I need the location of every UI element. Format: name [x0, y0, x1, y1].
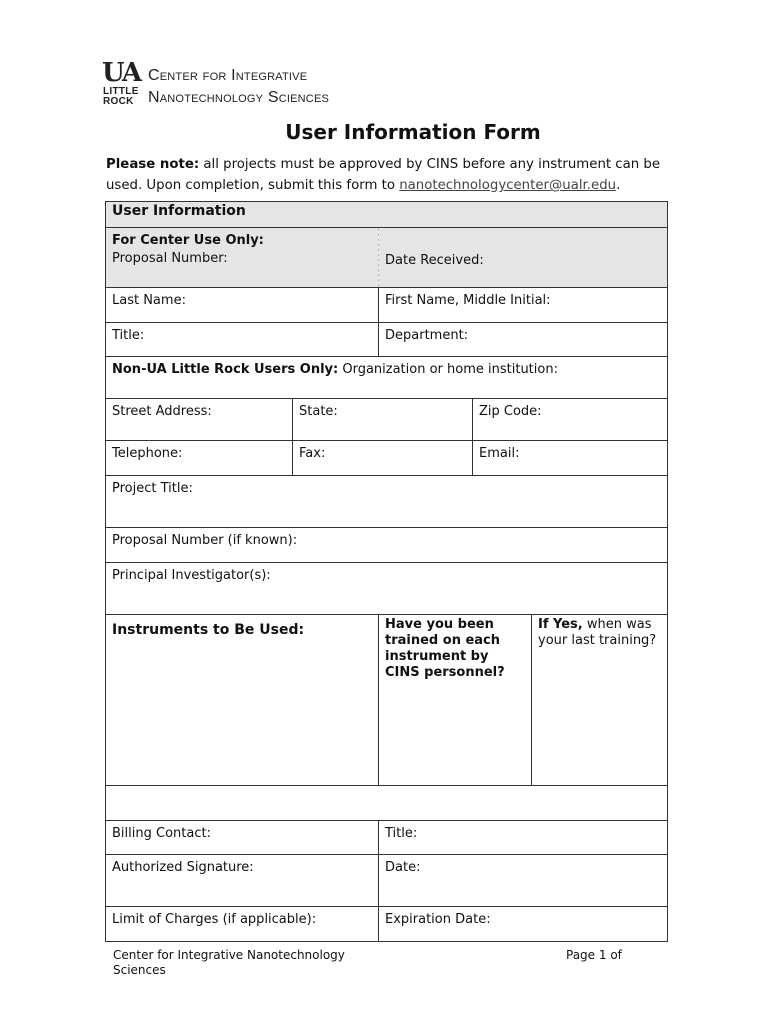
project-title-label: Project Title:: [112, 481, 193, 496]
billing-contact-field[interactable]: [106, 821, 379, 855]
logo-rock: ROCK: [103, 96, 134, 107]
last-training-field[interactable]: [532, 615, 668, 786]
email-label: Email:: [479, 446, 520, 461]
title-label: Title:: [112, 328, 145, 343]
last-name-field[interactable]: [106, 288, 379, 323]
title-field[interactable]: [106, 323, 379, 357]
last-name-label: Last Name:: [112, 293, 186, 308]
proposal-known-label: Proposal Number (if known):: [112, 533, 298, 548]
footer-org: Center for Integrative Nanotechnology Sciences: [113, 948, 345, 977]
non-ua-text: Organization or home institution:: [338, 362, 558, 377]
first-name-field[interactable]: [379, 288, 668, 323]
billing-title-label: Title:: [385, 826, 418, 841]
state-field[interactable]: [293, 399, 473, 441]
fax-label: Fax:: [299, 446, 326, 461]
proposal-number-label: Proposal Number:: [112, 251, 228, 266]
logo-line2: Nanotechnology Sciences: [148, 89, 330, 106]
organization-field[interactable]: [106, 357, 668, 399]
if-yes-label: If Yes,: [538, 617, 583, 632]
street-address-field[interactable]: [106, 399, 293, 441]
footer-page: Page 1 of: [566, 948, 622, 962]
instruments-label: Instruments to Be Used:: [112, 622, 305, 638]
user-information-form: [105, 201, 668, 942]
limit-label: Limit of Charges (if applicable):: [112, 912, 317, 927]
telephone-label: Telephone:: [112, 446, 183, 461]
non-ua-label: Non-UA Little Rock Users Only:: [112, 362, 339, 377]
fax-field[interactable]: [293, 441, 473, 476]
expiration-date-field[interactable]: [379, 907, 668, 942]
logo-line1: Center for Integrative: [148, 67, 308, 84]
date-field[interactable]: [379, 855, 668, 907]
logo-ua-mark: UA: [102, 58, 141, 88]
expiration-label: Expiration Date:: [385, 912, 491, 927]
department-label: Department:: [385, 328, 469, 343]
email-field[interactable]: [473, 441, 668, 476]
department-field[interactable]: [379, 323, 668, 357]
zip-code-field[interactable]: [473, 399, 668, 441]
note-end: .: [616, 178, 621, 193]
signature-label: Authorized Signature:: [112, 860, 254, 875]
signature-field[interactable]: [106, 855, 379, 907]
email-link[interactable]: nanotechnologycenter@ualr.edu: [399, 178, 617, 193]
proposal-number-field[interactable]: [106, 228, 379, 288]
billing-contact-label: Billing Contact:: [112, 826, 211, 841]
note-label: Please note:: [106, 157, 200, 172]
date-label: Date:: [385, 860, 421, 875]
note-text: all projects must be approved by CINS before any instrument can be used. Upon completion, submit this form to: [106, 157, 661, 193]
if-yes-text: when was your last training?: [538, 617, 657, 648]
instruments-field[interactable]: [106, 615, 379, 786]
proposal-known-field[interactable]: [106, 528, 668, 563]
logo-little-rock: [103, 87, 139, 107]
note-paragraph: [106, 154, 676, 196]
section-header: User Information: [106, 202, 668, 228]
pi-label: Principal Investigator(s):: [112, 568, 271, 583]
limit-of-charges-field[interactable]: [106, 907, 379, 942]
billing-title-field[interactable]: [379, 821, 668, 855]
page-title: User Information Form: [285, 120, 541, 144]
state-label: State:: [299, 404, 338, 419]
street-label: Street Address:: [112, 404, 212, 419]
center-use-label: For Center Use Only:: [112, 233, 264, 248]
date-received-label: Date Received:: [385, 253, 484, 268]
first-name-label: First Name, Middle Initial:: [385, 293, 551, 308]
logo-little: LITTLE: [103, 86, 139, 97]
blank-row: [106, 786, 668, 821]
telephone-field[interactable]: [106, 441, 293, 476]
zip-label: Zip Code:: [479, 404, 542, 419]
date-received-field[interactable]: [379, 228, 668, 288]
project-title-field[interactable]: [106, 476, 668, 528]
trained-field[interactable]: [379, 615, 532, 786]
principal-investigator-field[interactable]: [106, 563, 668, 615]
trained-question: Have you been trained on each instrument by CINS personnel?: [385, 617, 505, 680]
